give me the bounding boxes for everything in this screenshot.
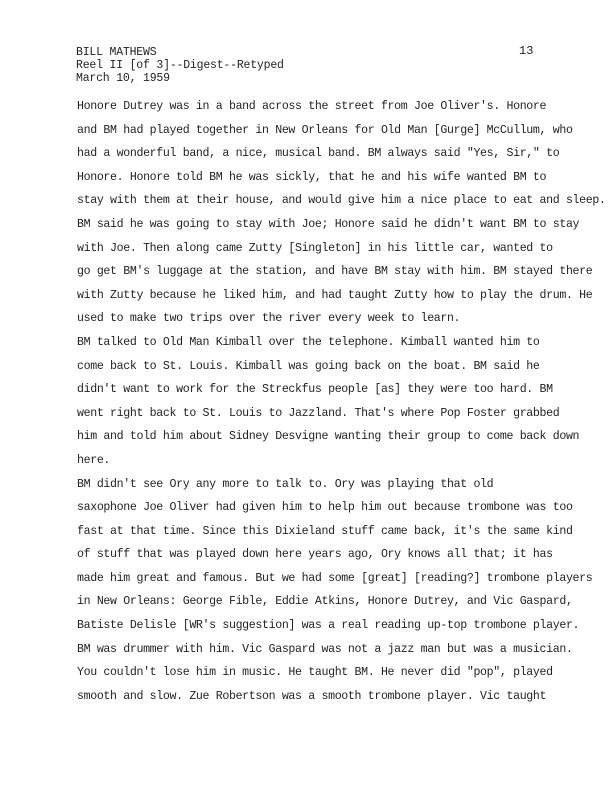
transcript-body: [77, 95, 606, 708]
transcript-line: used to make two trips over the river every week to learn.: [77, 312, 461, 326]
transcript-line: come back to St. Louis. Kimball was going back on the boat. BM said he: [77, 359, 540, 373]
transcript-line: smooth and slow. Zue Robertson was a smooth trombone player. Vic taught: [77, 689, 547, 703]
transcript-line: and BM had played together in New Orleans for Old Man [Gurge] McCullum, who: [77, 123, 573, 137]
transcript-line: of stuff that was played down here years ago, Ory knows all that; it has: [77, 548, 553, 562]
transcript-line: Honore. Honore told BM he was sickly, that he and his wife wanted BM to: [77, 170, 547, 184]
transcript-line: here.: [77, 453, 111, 467]
transcript-line: saxophone Joe Oliver had given him to help him out because trombone was too: [77, 501, 573, 515]
transcript-line: him and told him about Sidney Desvigne wanting their group to come back down: [77, 430, 580, 444]
interview-date: March 10, 1959: [76, 72, 170, 85]
transcript-line: made him great and famous. But we had some [great] [reading?] trombone players: [77, 571, 593, 585]
interviewee-name: BILL MATHEWS: [76, 46, 157, 59]
transcript-line: went right back to St. Louis to Jazzland. That's where Pop Foster grabbed: [77, 406, 560, 420]
page-number: 13: [519, 44, 534, 58]
transcript-line: BM talked to Old Man Kimball over the telephone. Kimball wanted him to: [77, 335, 540, 349]
transcript-line: with Zutty because he liked him, and had taught Zutty how to play the drum. He: [77, 288, 593, 302]
transcript-line: with Joe. Then along came Zutty [Singleton] in his little car, wanted to: [77, 241, 553, 255]
transcript-line: in New Orleans: George Fible, Eddie Atkins, Honore Dutrey, and Vic Gaspard,: [77, 595, 573, 609]
transcript-line: had a wonderful band, a nice, musical band. BM always said "Yes, Sir," to: [77, 147, 560, 161]
transcript-line: go get BM's luggage at the station, and have BM stay with him. BM stayed there: [77, 265, 593, 279]
transcript-line: BM didn't see Ory any more to talk to. Ory was playing that old: [77, 477, 494, 491]
transcript-line: You couldn't lose him in music. He taught BM. He never did "pop", played: [77, 666, 553, 680]
transcript-line: didn't want to work for the Streckfus people [as] they were too hard. BM: [77, 383, 553, 397]
transcript-line: fast at that time. Since this Dixieland stuff came back, it's the same kind: [77, 524, 573, 538]
transcript-line: stay with them at their house, and would give him a nice place to eat and sleep.: [77, 194, 606, 208]
reel-info: Reel II [of 3]--Digest--Retyped: [76, 59, 284, 72]
transcript-line: Honore Dutrey was in a band across the street from Joe Oliver's. Honore: [77, 100, 547, 113]
transcript-line: BM was drummer with him. Vic Gaspard was not a jazz man but was a musician.: [77, 642, 573, 656]
document-header: [76, 46, 284, 85]
transcript-line: Batiste Delisle [WR's suggestion] was a real reading up-top trombone player.: [77, 619, 580, 633]
transcript-line: BM said he was going to stay with Joe; Honore said he didn't want BM to stay: [77, 217, 580, 231]
